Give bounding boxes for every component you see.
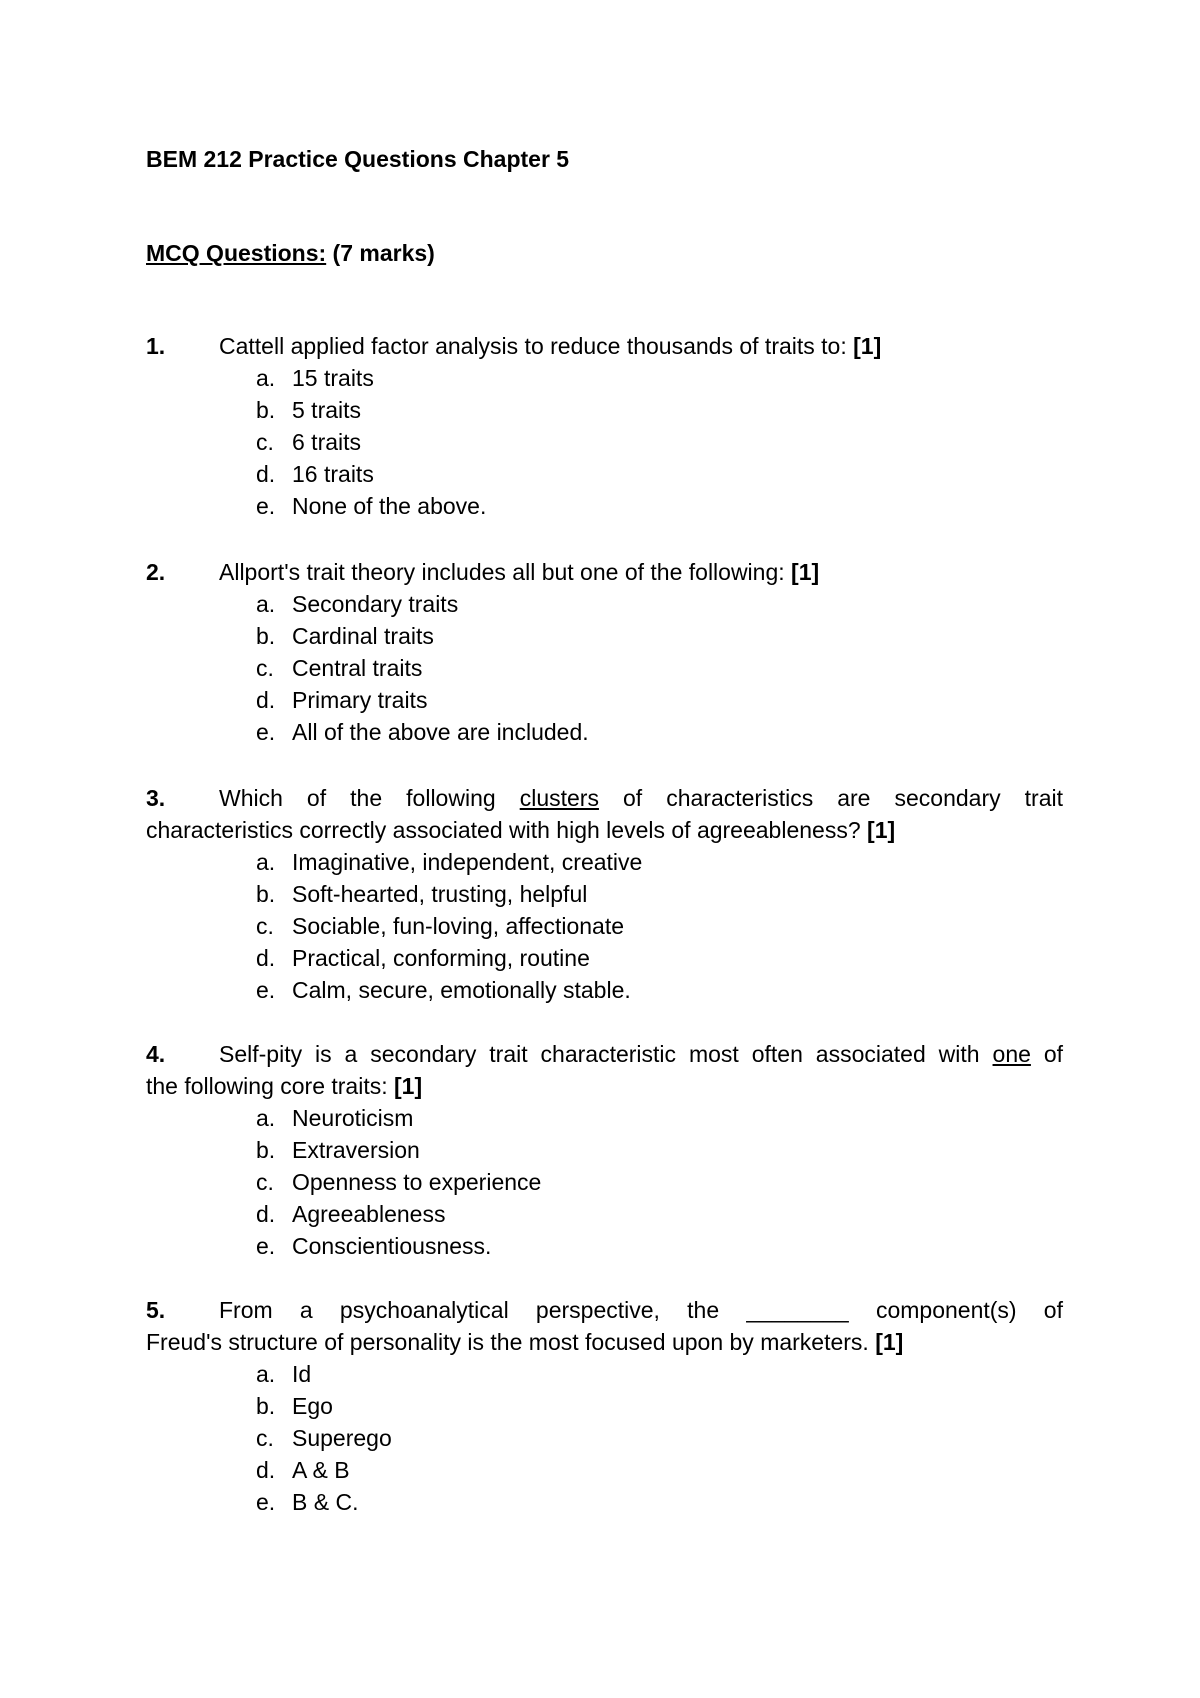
option-text: All of the above are included. <box>292 719 589 745</box>
option-letter: a. <box>256 1105 276 1131</box>
option-letter: d. <box>256 687 276 713</box>
question-emphasis: clusters <box>519 785 599 811</box>
option-letter: c. <box>256 1169 274 1195</box>
option-letter: b. <box>256 881 276 907</box>
option-letter: e. <box>256 977 276 1003</box>
option-text: Id <box>292 1361 312 1387</box>
option-letter: b. <box>256 397 276 423</box>
option-text: None of the above. <box>292 493 487 519</box>
question-stem-line-1 <box>146 1294 1063 1326</box>
option-d <box>146 1198 1063 1230</box>
option-text: Superego <box>292 1425 392 1451</box>
option-text: 15 traits <box>292 365 374 391</box>
option-d <box>146 1454 1063 1486</box>
question-text: of characteristics are secondary trait <box>623 785 1064 811</box>
question-number: 3. <box>146 785 166 811</box>
question-number: 4. <box>146 1041 166 1067</box>
question-emphasis: one <box>992 1041 1031 1067</box>
option-letter: c. <box>256 913 274 939</box>
section-heading <box>146 240 435 267</box>
option-e <box>146 1486 1063 1518</box>
question-mark: [1] <box>875 1329 904 1355</box>
question-number: 1. <box>146 333 166 359</box>
option-text: Extraversion <box>292 1137 420 1163</box>
option-b <box>146 1390 1063 1422</box>
option-text: Primary traits <box>292 687 428 713</box>
options-list <box>146 1102 1063 1262</box>
option-letter: d. <box>256 461 276 487</box>
option-letter: e. <box>256 719 276 745</box>
question-text: Cattell applied factor analysis to reduce thousands of traits to: <box>219 333 847 359</box>
option-text: Conscientiousness. <box>292 1233 492 1259</box>
option-text: Practical, conforming, routine <box>292 945 590 971</box>
option-b <box>146 394 1063 426</box>
option-a <box>146 588 1063 620</box>
question-text: Freud's structure of personality is the most focused upon by marketers. <box>146 1329 869 1355</box>
option-c <box>146 652 1063 684</box>
option-letter: d. <box>256 1457 276 1483</box>
option-a <box>146 1358 1063 1390</box>
option-text: Calm, secure, emotionally stable. <box>292 977 631 1003</box>
question-stem-line-1 <box>146 782 1063 814</box>
question-text: of <box>1043 1041 1064 1067</box>
question-text: From a psychoanalytical perspective, the ________ component(s) of <box>219 1297 1063 1323</box>
option-text: Cardinal traits <box>292 623 434 649</box>
question-1 <box>146 330 1063 522</box>
option-e <box>146 1230 1063 1262</box>
option-letter: a. <box>256 591 276 617</box>
question-stem <box>146 556 1063 588</box>
option-letter: c. <box>256 655 274 681</box>
option-text: Imaginative, independent, creative <box>292 849 643 875</box>
option-e <box>146 716 1063 748</box>
question-2 <box>146 556 1063 748</box>
option-text: Central traits <box>292 655 423 681</box>
option-letter: c. <box>256 1425 274 1451</box>
option-text: Openness to experience <box>292 1169 542 1195</box>
question-stem-line-2 <box>146 1070 1063 1102</box>
options-list <box>146 1358 1063 1518</box>
option-d <box>146 684 1063 716</box>
question-text: characteristics correctly associated with high levels of agreeableness? <box>146 817 861 843</box>
option-b <box>146 620 1063 652</box>
option-e <box>146 490 1063 522</box>
option-c <box>146 426 1063 458</box>
option-text: B & C. <box>292 1489 359 1515</box>
option-text: Secondary traits <box>292 591 459 617</box>
question-number: 2. <box>146 559 166 585</box>
option-text: 16 traits <box>292 461 374 487</box>
option-letter: c. <box>256 429 274 455</box>
option-text: 5 traits <box>292 397 362 423</box>
option-b <box>146 878 1063 910</box>
option-a <box>146 1102 1063 1134</box>
option-e <box>146 974 1063 1006</box>
option-letter: e. <box>256 1489 276 1515</box>
option-c <box>146 910 1063 942</box>
question-stem <box>146 330 1063 362</box>
options-list <box>146 846 1063 1006</box>
section-heading-marks: (7 marks) <box>326 240 435 266</box>
option-text: Agreeableness <box>292 1201 446 1227</box>
option-letter: a. <box>256 1361 276 1387</box>
option-letter: b. <box>256 1137 276 1163</box>
option-text: Sociable, fun-loving, affectionate <box>292 913 625 939</box>
option-letter: e. <box>256 493 276 519</box>
option-letter: a. <box>256 849 276 875</box>
question-stem-line-2 <box>146 814 1063 846</box>
section-heading-label: MCQ Questions: <box>146 240 327 266</box>
option-text: Ego <box>292 1393 333 1419</box>
question-mark: [1] <box>867 817 896 843</box>
question-4 <box>146 1038 1063 1262</box>
option-letter: d. <box>256 1201 276 1227</box>
option-text: A & B <box>292 1457 350 1483</box>
option-letter: a. <box>256 365 276 391</box>
option-text: Neuroticism <box>292 1105 414 1131</box>
option-b <box>146 1134 1063 1166</box>
question-mark: [1] <box>394 1073 423 1099</box>
option-a <box>146 846 1063 878</box>
question-mark: [1] <box>791 559 820 585</box>
option-c <box>146 1166 1063 1198</box>
question-text: Which of the following <box>219 785 496 811</box>
question-mark: [1] <box>853 333 882 359</box>
option-letter: d. <box>256 945 276 971</box>
option-a <box>146 362 1063 394</box>
option-d <box>146 458 1063 490</box>
question-stem-line-2 <box>146 1326 1063 1358</box>
question-3 <box>146 782 1063 1006</box>
document-title: BEM 212 Practice Questions Chapter 5 <box>146 146 570 172</box>
options-list <box>146 588 1063 748</box>
option-letter: b. <box>256 1393 276 1419</box>
option-text: 6 traits <box>292 429 362 455</box>
options-list <box>146 362 1063 522</box>
option-letter: e. <box>256 1233 276 1259</box>
question-text: the following core traits: <box>146 1073 388 1099</box>
option-text: Soft-hearted, trusting, helpful <box>292 881 588 907</box>
question-text: Allport's trait theory includes all but one of the following: <box>219 559 785 585</box>
option-c <box>146 1422 1063 1454</box>
question-stem-line-1 <box>146 1038 1063 1070</box>
option-letter: b. <box>256 623 276 649</box>
question-text: Self-pity is a secondary trait characteristic most often associated with <box>219 1041 980 1067</box>
question-number: 5. <box>146 1297 166 1323</box>
option-d <box>146 942 1063 974</box>
question-5 <box>146 1294 1063 1518</box>
